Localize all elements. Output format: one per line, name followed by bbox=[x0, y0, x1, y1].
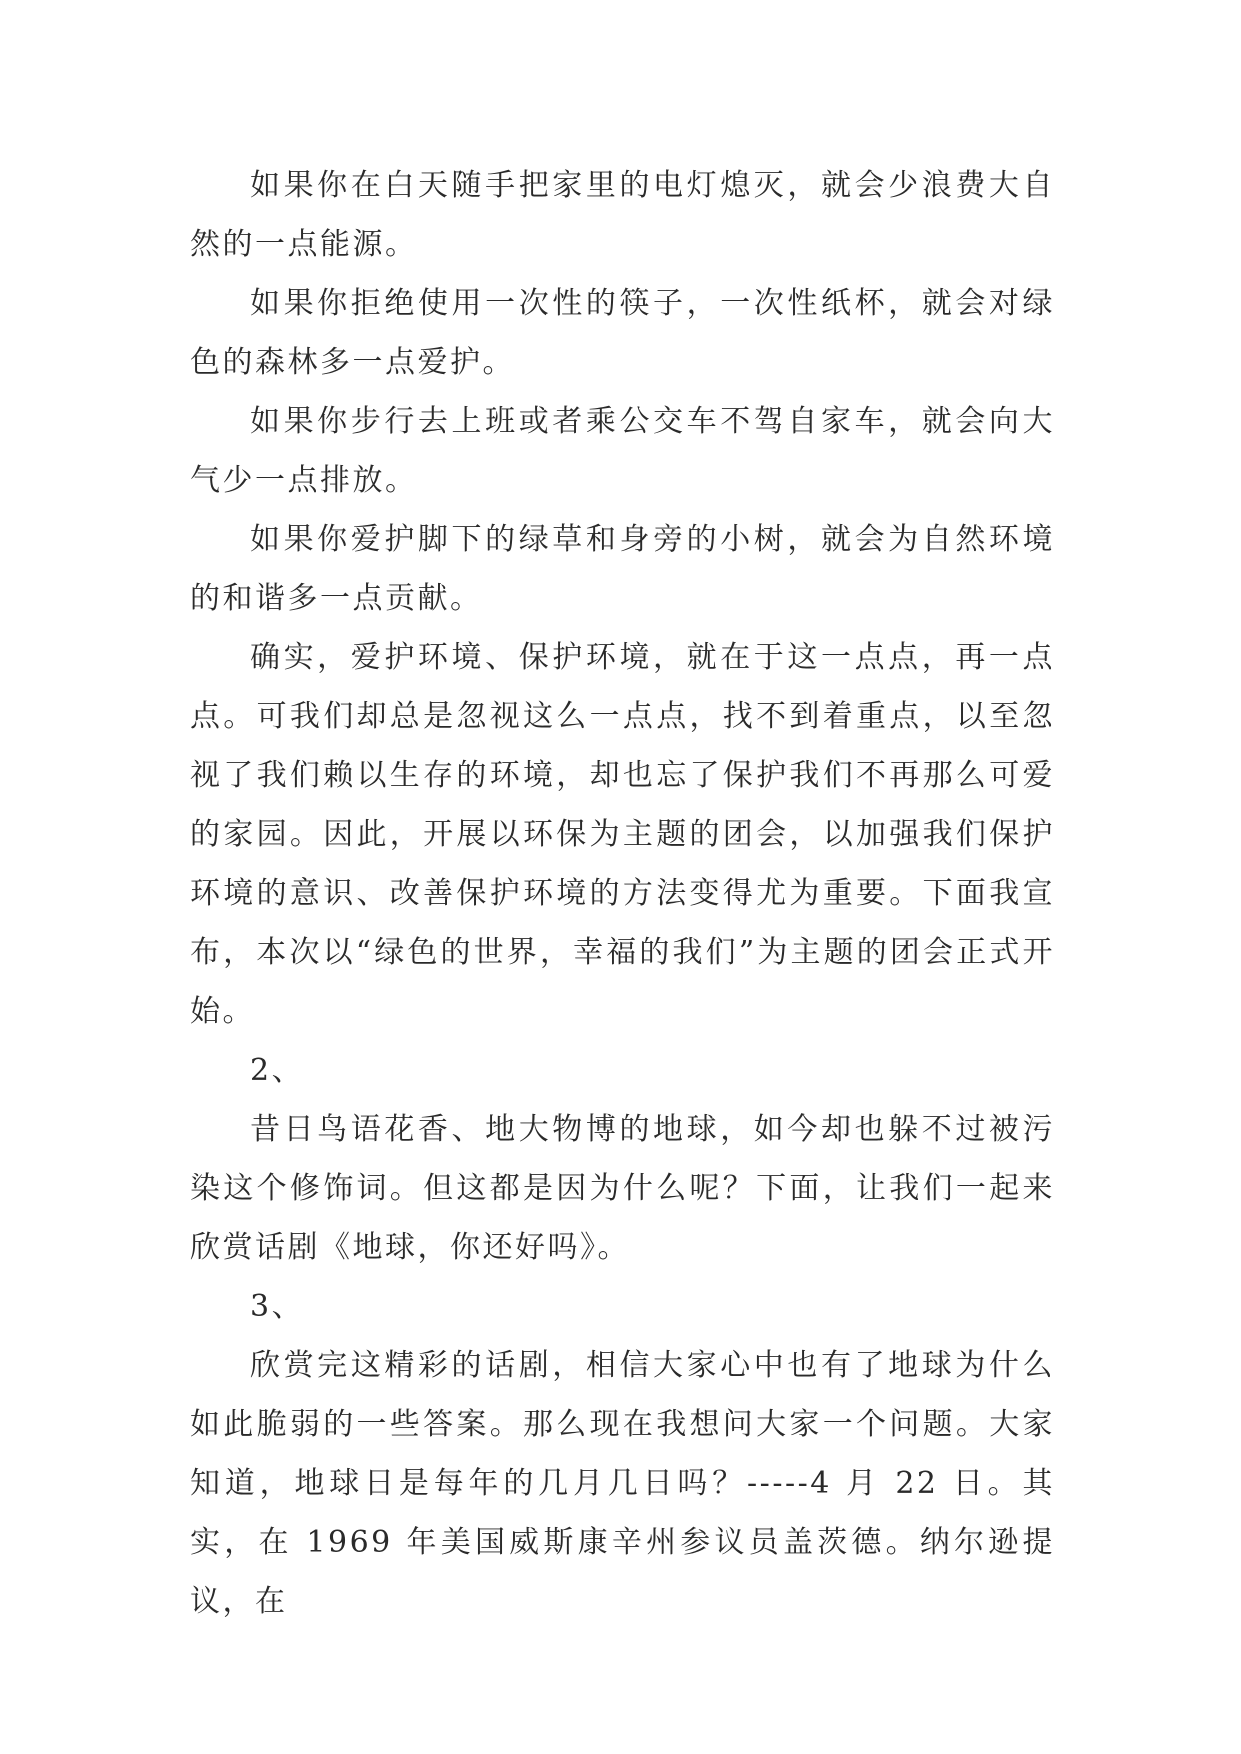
paragraph-grass: 如果你爱护脚下的绿草和身旁的小树，就会为自然环境的和谐多一点贡献。 bbox=[190, 522, 1055, 616]
section-number-3: 3、 bbox=[250, 1289, 305, 1324]
paragraph-drama-intro: 昔日鸟语花香、地大物博的地球，如今却也躲不过被污染这个修饰词。但这都是因为什么呢？下面，让我们一起来欣赏话剧《地球，你还好吗》。 bbox=[190, 1112, 1055, 1265]
section-number-2: 2、 bbox=[250, 1053, 305, 1088]
paragraph-chopsticks: 如果你拒绝使用一次性的筷子，一次性纸杯，就会对绿色的森林多一点爱护。 bbox=[190, 286, 1055, 380]
paragraph-earth-day: 欣赏完这精彩的话剧，相信大家心中也有了地球为什么如此脆弱的一些答案。那么现在我想问大家一个问题。大家知道，地球日是每年的几月几日吗？-----4 月 22 日。其实，在 1969 年美国威斯康辛州参议员盖茨德。纳尔逊提议，在 bbox=[190, 1348, 1055, 1619]
paragraph-bus: 如果你步行去上班或者乘公交车不驾自家车，就会向大气少一点排放。 bbox=[190, 404, 1055, 498]
document-body bbox=[190, 156, 1055, 1631]
paragraph-lights-off: 如果你在白天随手把家里的电灯熄灭，就会少浪费大自然的一点能源。 bbox=[190, 168, 1055, 262]
paragraph-opening: 确实，爱护环境、保护环境，就在于这一点点，再一点点。可我们却总是忽视这么一点点，找不到着重点，以至忽视了我们赖以生存的环境，却也忘了保护我们不再那么可爱的家园。因此，开展以环保为主题的团会，以加强我们保护环境的意识、改善保护环境的方法变得尤为重要。下面我宣布，本次以“绿色的世界，幸福的我们”为主题的团会正式开始。 bbox=[190, 640, 1055, 1029]
